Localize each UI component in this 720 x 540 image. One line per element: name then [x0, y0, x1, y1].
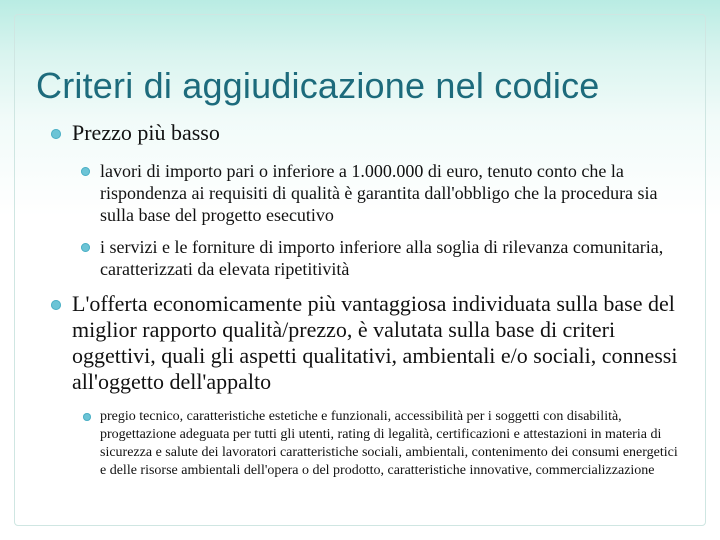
bullet-dot-icon — [81, 167, 90, 176]
slide-title: Criteri di aggiudicazione nel codice — [36, 65, 600, 106]
bullet-dot-icon — [81, 243, 90, 252]
sub-bullet-text: pregio tecnico, caratteristiche estetiche e funzionali, accessibilità per i soggetti con disabilità, progettazione adeguata per tutti gli utenti, rating di legalità, certificazioni e attestazioni in materia di sicurezza e salute dei lavoratori caratteristiche sociali, ambientali, contenimento dei consumi energetici e delle risorse ambientali dell'opera o del prodotto, caratteristiche innovative, commercializzazione — [100, 409, 678, 478]
sub-bullet-servizi — [100, 236, 680, 280]
sub-bullet-text: lavori di importo pari o inferiore a 1.000.000 di euro, tenuto conto che la rispondenza ai requisiti di qualità è garantita dall'obbligo che la procedura sia sulla base del progetto esecutivo — [100, 161, 658, 225]
bullet-dot-icon — [51, 129, 61, 139]
bullet-dot-icon — [83, 413, 91, 421]
bullet-text: Prezzo più basso — [72, 120, 220, 145]
bullet-text: L'offerta economicamente più vantaggiosa individuata sulla base del miglior rapporto qualità/prezzo, è valutata sulla base di criteri oggettivi, quali gli aspetti qualitativi, ambientali e/o sociali, connessi all'oggetto dell'appalto — [72, 291, 678, 394]
sub-bullet-criteri — [100, 408, 682, 480]
bullet-prezzo-piu-basso — [72, 120, 672, 146]
sub-bullet-lavori — [100, 160, 680, 226]
bullet-offerta-economicamente — [72, 291, 682, 395]
bullet-dot-icon — [51, 300, 61, 310]
sub-bullet-text: i servizi e le forniture di importo inferiore alla soglia di rilevanza comunitaria, caratterizzati da elevata ripetitività — [100, 237, 664, 279]
